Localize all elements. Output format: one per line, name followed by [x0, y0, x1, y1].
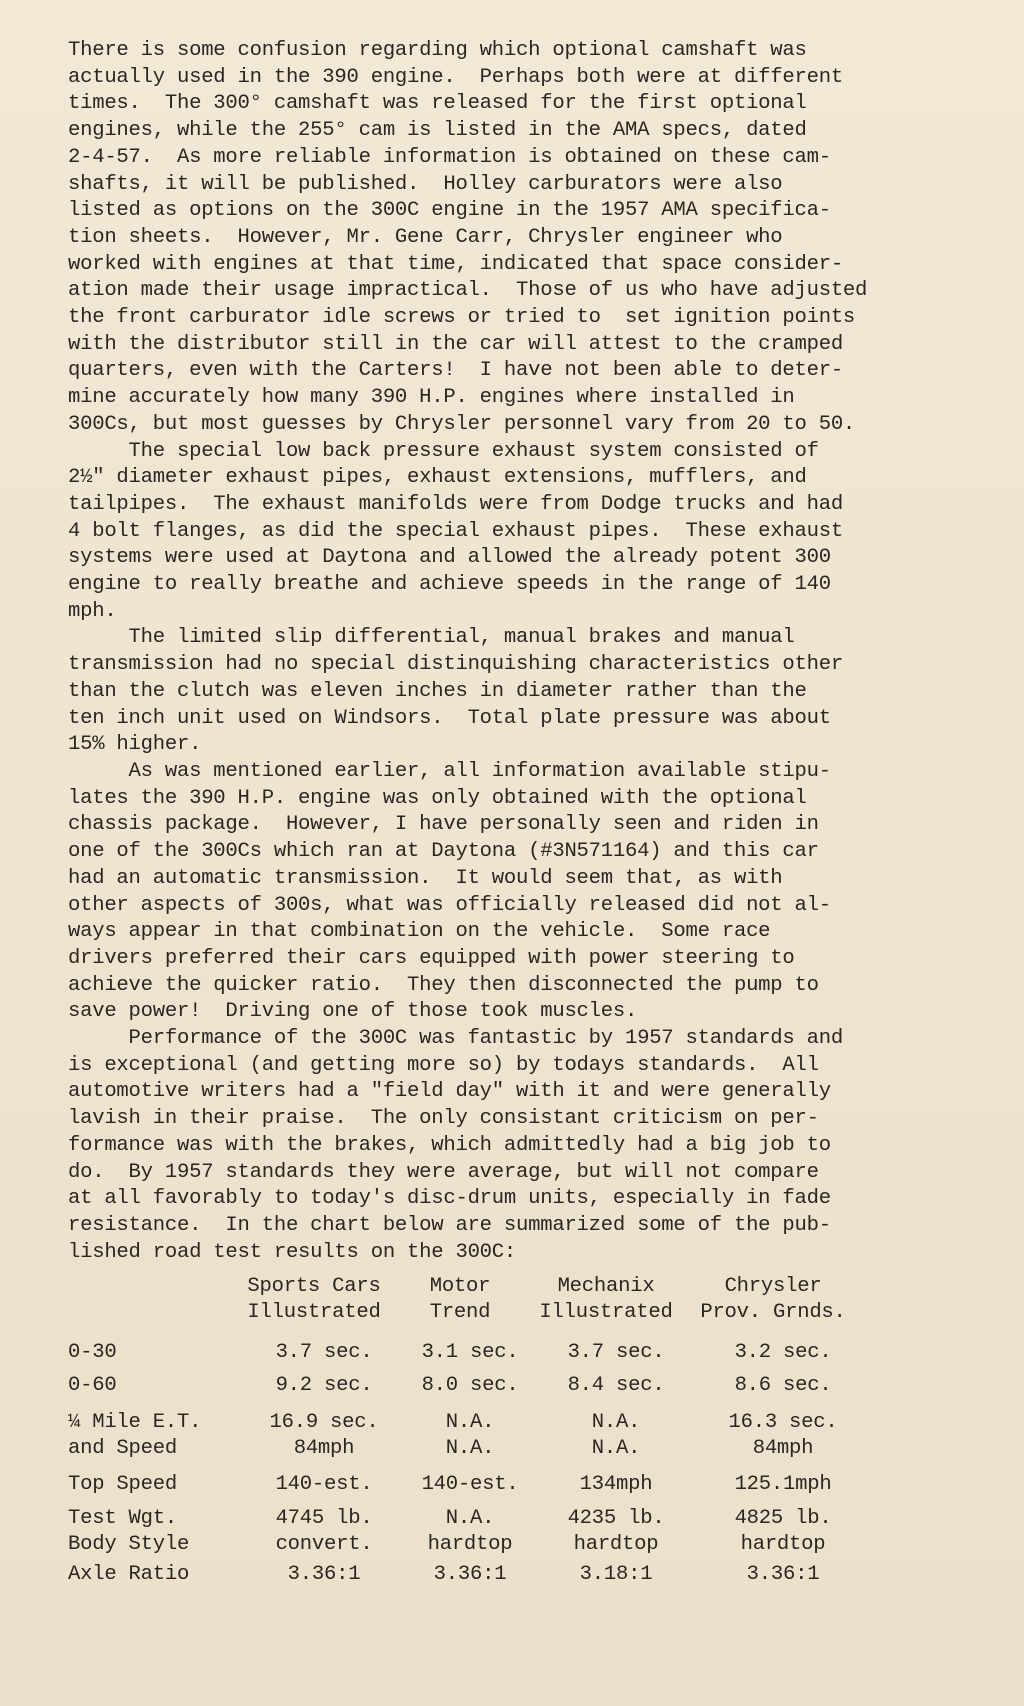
table-cell: 125.1mph: [734, 1473, 832, 1496]
column-header: Illustrated: [247, 1301, 381, 1324]
text-line: with the distributor still in the car will attest to the cramped: [68, 332, 843, 356]
article-body: [68, 38, 968, 1266]
text-line: drivers preferred their cars equipped with power steering to: [68, 946, 795, 970]
text-line: 4 bolt flanges, as did the special exhaust pipes. These exhaust: [68, 519, 843, 543]
row-label: Test Wgt.: [68, 1507, 177, 1530]
column-header: Mechanix: [557, 1275, 655, 1298]
text-line: transmission had no special distinquishing characteristics other: [68, 653, 843, 677]
text-line: achieve the quicker ratio. They then disconnected the pump to: [68, 973, 819, 997]
row-label: Axle Ratio: [68, 1563, 190, 1586]
text-line: 300Cs, but most guesses by Chrysler personnel vary from 20 to 50.: [68, 412, 856, 436]
column-header: Trend: [429, 1301, 491, 1324]
row-label: 0-60: [68, 1374, 117, 1397]
table-cell: 3.7 sec.: [275, 1341, 373, 1364]
table-cell: 8.4 sec.: [567, 1374, 665, 1397]
table-cell: 84mph: [293, 1437, 355, 1460]
text-line: systems were used at Daytona and allowed the already potent 300: [68, 546, 831, 570]
table-cell: 84mph: [752, 1437, 814, 1460]
table-cell: 16.9 sec.: [269, 1411, 379, 1434]
text-line: than the clutch was eleven inches in diameter rather than the: [68, 679, 807, 703]
text-line: ways appear in that combination on the vehicle. Some race: [68, 920, 771, 944]
text-line: There is some confusion regarding which optional camshaft was: [68, 39, 807, 62]
text-line: The limited slip differential, manual brakes and manual: [68, 626, 795, 650]
table-cell: N.A.: [591, 1437, 641, 1460]
text-line: save power! Driving one of those took muscles.: [68, 1000, 638, 1024]
text-line: is exceptional (and getting more so) by todays standards. All: [68, 1053, 819, 1077]
text-line: had an automatic transmission. It would seem that, as with: [68, 866, 783, 890]
row-label: 0-30: [68, 1341, 117, 1364]
text-line: formance was with the brakes, which admittedly had a big job to: [68, 1133, 831, 1157]
text-line: engine to really breathe and achieve speeds in the range of 140: [68, 573, 831, 597]
text-line: mph.: [68, 599, 117, 623]
table-cell: 3.7 sec.: [567, 1341, 665, 1364]
text-line: actually used in the 390 engine. Perhaps both were at different: [68, 65, 843, 89]
table-cell: 16.3 sec.: [728, 1411, 838, 1434]
text-line: at all favorably to today's disc-drum units, especially in fade: [68, 1187, 831, 1211]
text-line: shafts, it will be published. Holley carburators were also: [68, 172, 783, 196]
column-header: Chrysler: [724, 1275, 822, 1298]
text-line: Performance of the 300C was fantastic by 1957 standards and: [68, 1027, 843, 1051]
row-label: Body Style: [68, 1533, 190, 1556]
column-header: Motor: [429, 1275, 491, 1298]
text-line: other aspects of 300s, what was officially released did not al-: [68, 893, 831, 917]
column-header: Prov. Grnds.: [700, 1301, 846, 1324]
row-label: and Speed: [68, 1437, 177, 1460]
text-line: times. The 300° camshaft was released for the first optional: [68, 92, 807, 116]
table-cell: 3.2 sec.: [734, 1341, 832, 1364]
text-line: quarters, even with the Carters! I have not been able to deter-: [68, 359, 843, 383]
text-line: tailpipes. The exhaust manifolds were from Dodge trucks and had: [68, 492, 843, 516]
paragraph: [68, 625, 968, 759]
table-cell: 3.36:1: [433, 1563, 507, 1586]
text-line: 15% higher.: [68, 733, 202, 757]
text-line: mine accurately how many 390 H.P. engines where installed in: [68, 386, 795, 410]
table-cell: hardtop: [740, 1533, 826, 1556]
table-cell: 3.36:1: [287, 1563, 361, 1586]
table-cell: 140-est.: [421, 1473, 519, 1496]
row-label: Top Speed: [68, 1473, 177, 1496]
text-line: The special low back pressure exhaust system consisted of: [68, 439, 819, 463]
table-cell: 3.18:1: [579, 1563, 653, 1586]
text-line: listed as options on the 300C engine in the 1957 AMA specifica-: [68, 199, 831, 223]
table-cell: N.A.: [445, 1437, 495, 1460]
text-line: the front carburator idle screws or tried to set ignition points: [68, 306, 856, 330]
text-line: ten inch unit used on Windsors. Total plate pressure was about: [68, 706, 831, 730]
text-line: 2½" diameter exhaust pipes, exhaust extensions, mufflers, and: [68, 466, 807, 490]
table-cell: 9.2 sec.: [275, 1374, 373, 1397]
table-cell: 3.1 sec.: [421, 1341, 519, 1364]
text-line: one of the 300Cs which ran at Daytona (#3N571164) and this car: [68, 840, 819, 864]
paragraph: [68, 759, 968, 1026]
table-cell: 134mph: [579, 1473, 653, 1496]
text-line: lavish in their praise. The only consistant criticism on per-: [68, 1107, 819, 1131]
text-line: ation made their usage impractical. Those of us who have adjusted: [68, 279, 868, 303]
table-cell: 140-est.: [275, 1473, 373, 1496]
table-cell: 4825 lb.: [734, 1507, 832, 1530]
text-line: lates the 390 H.P. engine was only obtained with the optional: [68, 786, 807, 810]
table-cell: N.A.: [591, 1411, 641, 1434]
paragraph: [68, 38, 968, 439]
table-cell: hardtop: [427, 1533, 513, 1556]
text-line: tion sheets. However, Mr. Gene Carr, Chrysler engineer who: [68, 225, 783, 249]
text-line: engines, while the 255° cam is listed in the AMA specs, dated: [68, 119, 807, 143]
table-cell: 8.6 sec.: [734, 1374, 832, 1397]
column-header: Illustrated: [539, 1301, 673, 1324]
table-cell: 4745 lb.: [275, 1507, 373, 1530]
paragraph: [68, 439, 968, 626]
table-cell: 4235 lb.: [567, 1507, 665, 1530]
text-line: resistance. In the chart below are summarized some of the pub-: [68, 1213, 831, 1237]
table-cell: 8.0 sec.: [421, 1374, 519, 1397]
text-line: chassis package. However, I have personally seen and riden in: [68, 813, 819, 837]
table-cell: convert.: [275, 1533, 373, 1556]
table-cell: 3.36:1: [746, 1563, 820, 1586]
table-cell: N.A.: [445, 1507, 495, 1530]
text-line: do. By 1957 standards they were average, but will not compare: [68, 1160, 819, 1184]
text-line: automotive writers had a "field day" with it and were generally: [68, 1080, 831, 1104]
column-header: Sports Cars: [247, 1275, 381, 1298]
table-cell: hardtop: [573, 1533, 659, 1556]
text-line: lished road test results on the 300C:: [68, 1240, 517, 1264]
paragraph: [68, 1026, 968, 1266]
table-cell: N.A.: [445, 1411, 495, 1434]
row-label: ¼ Mile E.T.: [68, 1411, 202, 1434]
text-line: worked with engines at that time, indicated that space consider-: [68, 252, 843, 276]
text-line: As was mentioned earlier, all information available stipu-: [68, 759, 831, 783]
text-line: 2-4-57. As more reliable information is obtained on these cam-: [68, 145, 831, 169]
